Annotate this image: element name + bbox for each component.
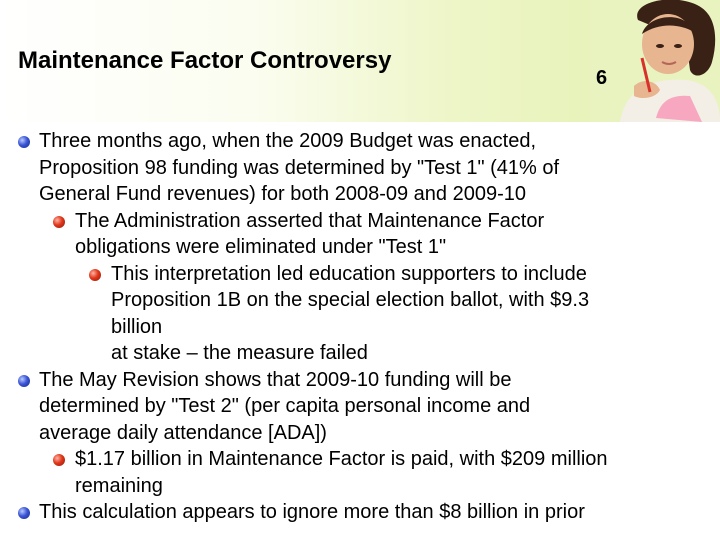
bullet-text-line: General Fund revenues) for both 2008-09 and 2009-10 bbox=[39, 183, 527, 205]
bullet-text-line: Three months ago, when the 2009 Budget was enacted, bbox=[39, 130, 537, 152]
bullet-text-line: Proposition 98 funding was determined by "Test 1" (41% of bbox=[39, 156, 560, 179]
slide-title: Maintenance Factor Controversy bbox=[18, 47, 392, 74]
bullet-text-line: remaining bbox=[75, 474, 163, 497]
bullet-item bbox=[0, 499, 720, 526]
bullet-text-line: The Administration asserted that Maintenance Factor bbox=[75, 209, 545, 232]
bullet-dot-icon bbox=[18, 375, 30, 387]
bullet-text-line: This interpretation led education supporters to include bbox=[111, 262, 587, 285]
sub-sub-bullet-item bbox=[0, 261, 720, 367]
sub-bullet-item bbox=[0, 208, 720, 261]
bullet-text-line: Proposition 1B on the special election ballot, with $9.3 bbox=[111, 289, 590, 311]
sub-bullet-item bbox=[0, 446, 720, 499]
sub-bullet-dot-icon bbox=[53, 216, 65, 228]
bullet-text-line: billion bbox=[111, 315, 163, 338]
bullet-text-line: determined by "Test 2" (per capita personal income and bbox=[39, 395, 531, 417]
bullet-item bbox=[0, 128, 720, 208]
slide-number: 6 bbox=[596, 67, 608, 89]
bullet-dot-icon bbox=[18, 507, 30, 519]
bullet-text-line: obligations were eliminated under "Test 1" bbox=[75, 236, 447, 258]
bullet-item bbox=[0, 367, 720, 447]
sub-sub-bullet-dot-icon bbox=[89, 269, 101, 281]
bullet-text-line: at stake – the measure failed bbox=[111, 342, 368, 364]
bullet-text-line: average daily attendance [ADA]) bbox=[39, 421, 327, 444]
child-writing-photo bbox=[590, 0, 720, 122]
bullet-text-line: $1.17 billion in Maintenance Factor is paid, with $209 million bbox=[75, 448, 608, 470]
bullet-text-line: This calculation appears to ignore more than $8 billion in prior bbox=[39, 501, 585, 523]
bullet-dot-icon bbox=[18, 136, 30, 148]
sub-bullet-dot-icon bbox=[53, 454, 65, 466]
bullet-text-line: The May Revision shows that 2009-10 funding will be bbox=[39, 368, 512, 391]
bullet-list bbox=[0, 128, 720, 526]
